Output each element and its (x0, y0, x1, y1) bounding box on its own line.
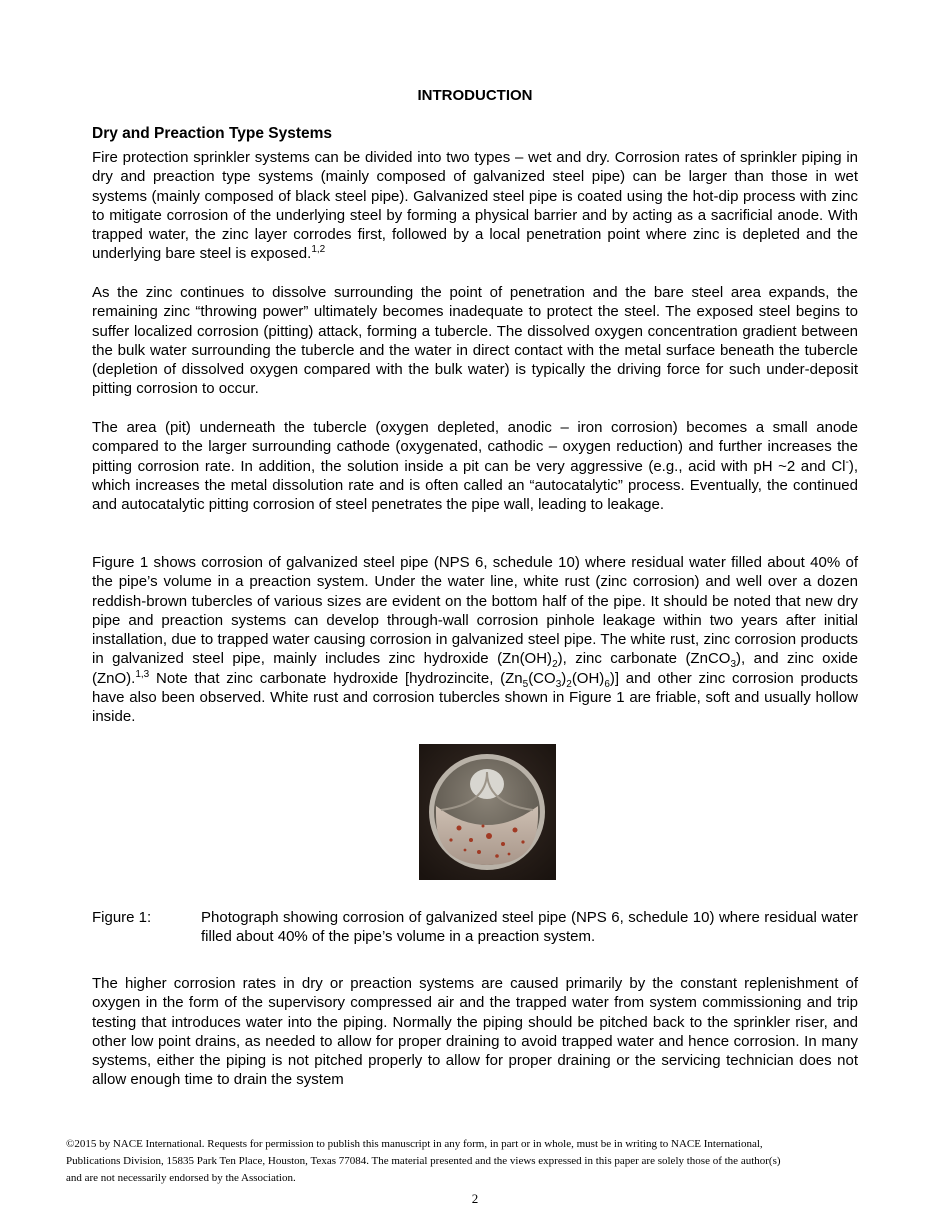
paragraph-2: As the zinc continues to dissolve surrounding the point of penetration and the bare steel area expands, the remaining zinc “throwing power” ultimately becomes inadequate to protect the steel. The exposed steel begins to suffer localized corrosion (pitting) attack, forming a tubercle. The dissolved oxygen concentration gradient between the bulk water surrounding the tubercle and the water in direct contact with the metal surface beneath the tubercle (depletion of dissolved oxygen compared with the bulk water) is typically the driving force for such under-deposit pitting corrosion to occur. (92, 284, 858, 398)
tubercle (477, 850, 481, 854)
citation-ref: 1,2 (311, 244, 326, 256)
subscript: 2 (566, 678, 572, 690)
paragraph-4-text: (CO (528, 669, 556, 687)
tubercle (513, 828, 518, 833)
figure-caption-text: Photograph showing corrosion of galvanized steel pipe (NPS 6, schedule 10) where residual water filled about 40% of the pipe’s volume in a preaction system. (201, 909, 858, 946)
paragraph-4-text: Figure 1 shows corrosion of galvanized steel pipe (NPS 6, schedule 10) where residual water filled about 40% of the pipe’s volume in a preaction system. Under the water line, white rust (zinc corrosion) and well over a dozen reddish-brown tubercles of various sizes are evident on the bottom half of the pipe. It should be noted that new dry pipe and preaction systems can develop through-wall corrosion pinhole leakage within two years after initial installation, due to trapped water causing corrosion in galvanized steel pipe. The white rust, zinc corrosion products in galvanized steel pipe, mainly includes zinc hydroxide (Zn(OH) (92, 554, 858, 668)
tubercle (449, 838, 452, 841)
figure-label: Figure 1: (92, 909, 152, 926)
tubercle (495, 854, 499, 858)
tubercle (464, 849, 467, 852)
paragraph-3-text: The area (pit) underneath the tubercle (oxygen depleted, anodic – iron corrosion) becomes a small anode compared to the larger surrounding cathode (oxygenated, cathodic – oxygen reduction) and further increases the pitting corrosion rate. In addition, the solution inside a pit can be very aggressive (e.g., acid with pH ~2 and Cl (92, 419, 858, 475)
tubercle (457, 826, 462, 831)
paragraph-5: The higher corrosion rates in dry or preaction systems are caused primarily by the constant replenishment of oxygen in the form of the supervisory compressed air and the trapped water from system commissioning and trip testing that introduces water into the piping. Normally the piping should be pitched back to the sprinkler riser, and other low point drains, as needed to allow for proper draining to avoid trapped water and hence corrosion. In many systems, either the piping is not pitched properly to allow for proper draining or the servicing technician does not allow enough time to drain the system (92, 975, 858, 1089)
pipe-corrosion-photo (419, 744, 556, 880)
paragraph-4-text: ) (561, 669, 567, 687)
citation-ref: 1,3 (135, 668, 150, 680)
subsection-heading: Dry and Preaction Type Systems (92, 125, 333, 142)
paragraph-1 (92, 148, 858, 264)
superscript: - (845, 456, 849, 468)
paragraph-4-text: Note that zinc carbonate hydroxide [hydrozincite, (Zn (149, 669, 523, 687)
tubercle (508, 853, 511, 856)
tubercle (486, 833, 492, 839)
paragraph-4 (92, 553, 858, 727)
paragraph-4-text: (OH) (571, 669, 605, 687)
paragraph-3 (92, 418, 858, 514)
subscript: 3 (730, 659, 737, 671)
paragraph-4-text: )] and other zinc corrosion products have also been observed. White rust and corrosion tubercles shown in Figure 1 are friable, soft and usually hollow inside. (92, 669, 858, 726)
tubercle (501, 842, 505, 846)
subscript: 5 (522, 678, 529, 690)
paragraph-1-text: Fire protection sprinkler systems can be divided into two types – wet and dry. Corrosion rates of sprinkler piping in dry and preaction type systems (mainly composed of galvanized steel pipe) can be larger than those in wet systems (mainly composed of black steel pipe). Galvanized steel pipe is coated using the hot-dip process with zinc to mitigate corrosion of the underlying steel by forming a physical barrier and by acting as a sacrificial anode. With trapped water, the zinc layer corrodes first, followed by a local penetration point where zinc is depleted and the underlying bare steel is exposed. (92, 149, 858, 263)
copyright-footer: ©2015 by NACE International. Requests for permission to publish this manuscript in any form, in part or in whole, must be in writing to NACE International, Publications Division, 15835 Park Ten Place, Houston, Texas 77084. The material presented and the views expressed in this paper are solely those of the author(s) and are not necessarily endorsed by the Association. (66, 1138, 781, 1184)
paragraph-3-text-cont: ), which increases the metal dissolution rate and is often called an “autocatalytic” process. Eventually, the continued and autocatalytic pitting corrosion of steel penetrates the pipe wall, leading to leakage. (92, 457, 858, 514)
tubercle (469, 838, 473, 842)
tubercle (521, 840, 524, 843)
tubercle (482, 825, 485, 828)
subscript: 3 (555, 678, 562, 690)
section-heading: INTRODUCTION (417, 87, 533, 104)
page-number: 2 (471, 1191, 479, 1206)
paragraph-4-text: ), and zinc oxide (ZnO). (92, 650, 859, 687)
subscript: 6 (604, 678, 610, 690)
subscript: 2 (552, 659, 558, 671)
paragraph-4-text: ), zinc carbonate (ZnCO (557, 650, 731, 668)
